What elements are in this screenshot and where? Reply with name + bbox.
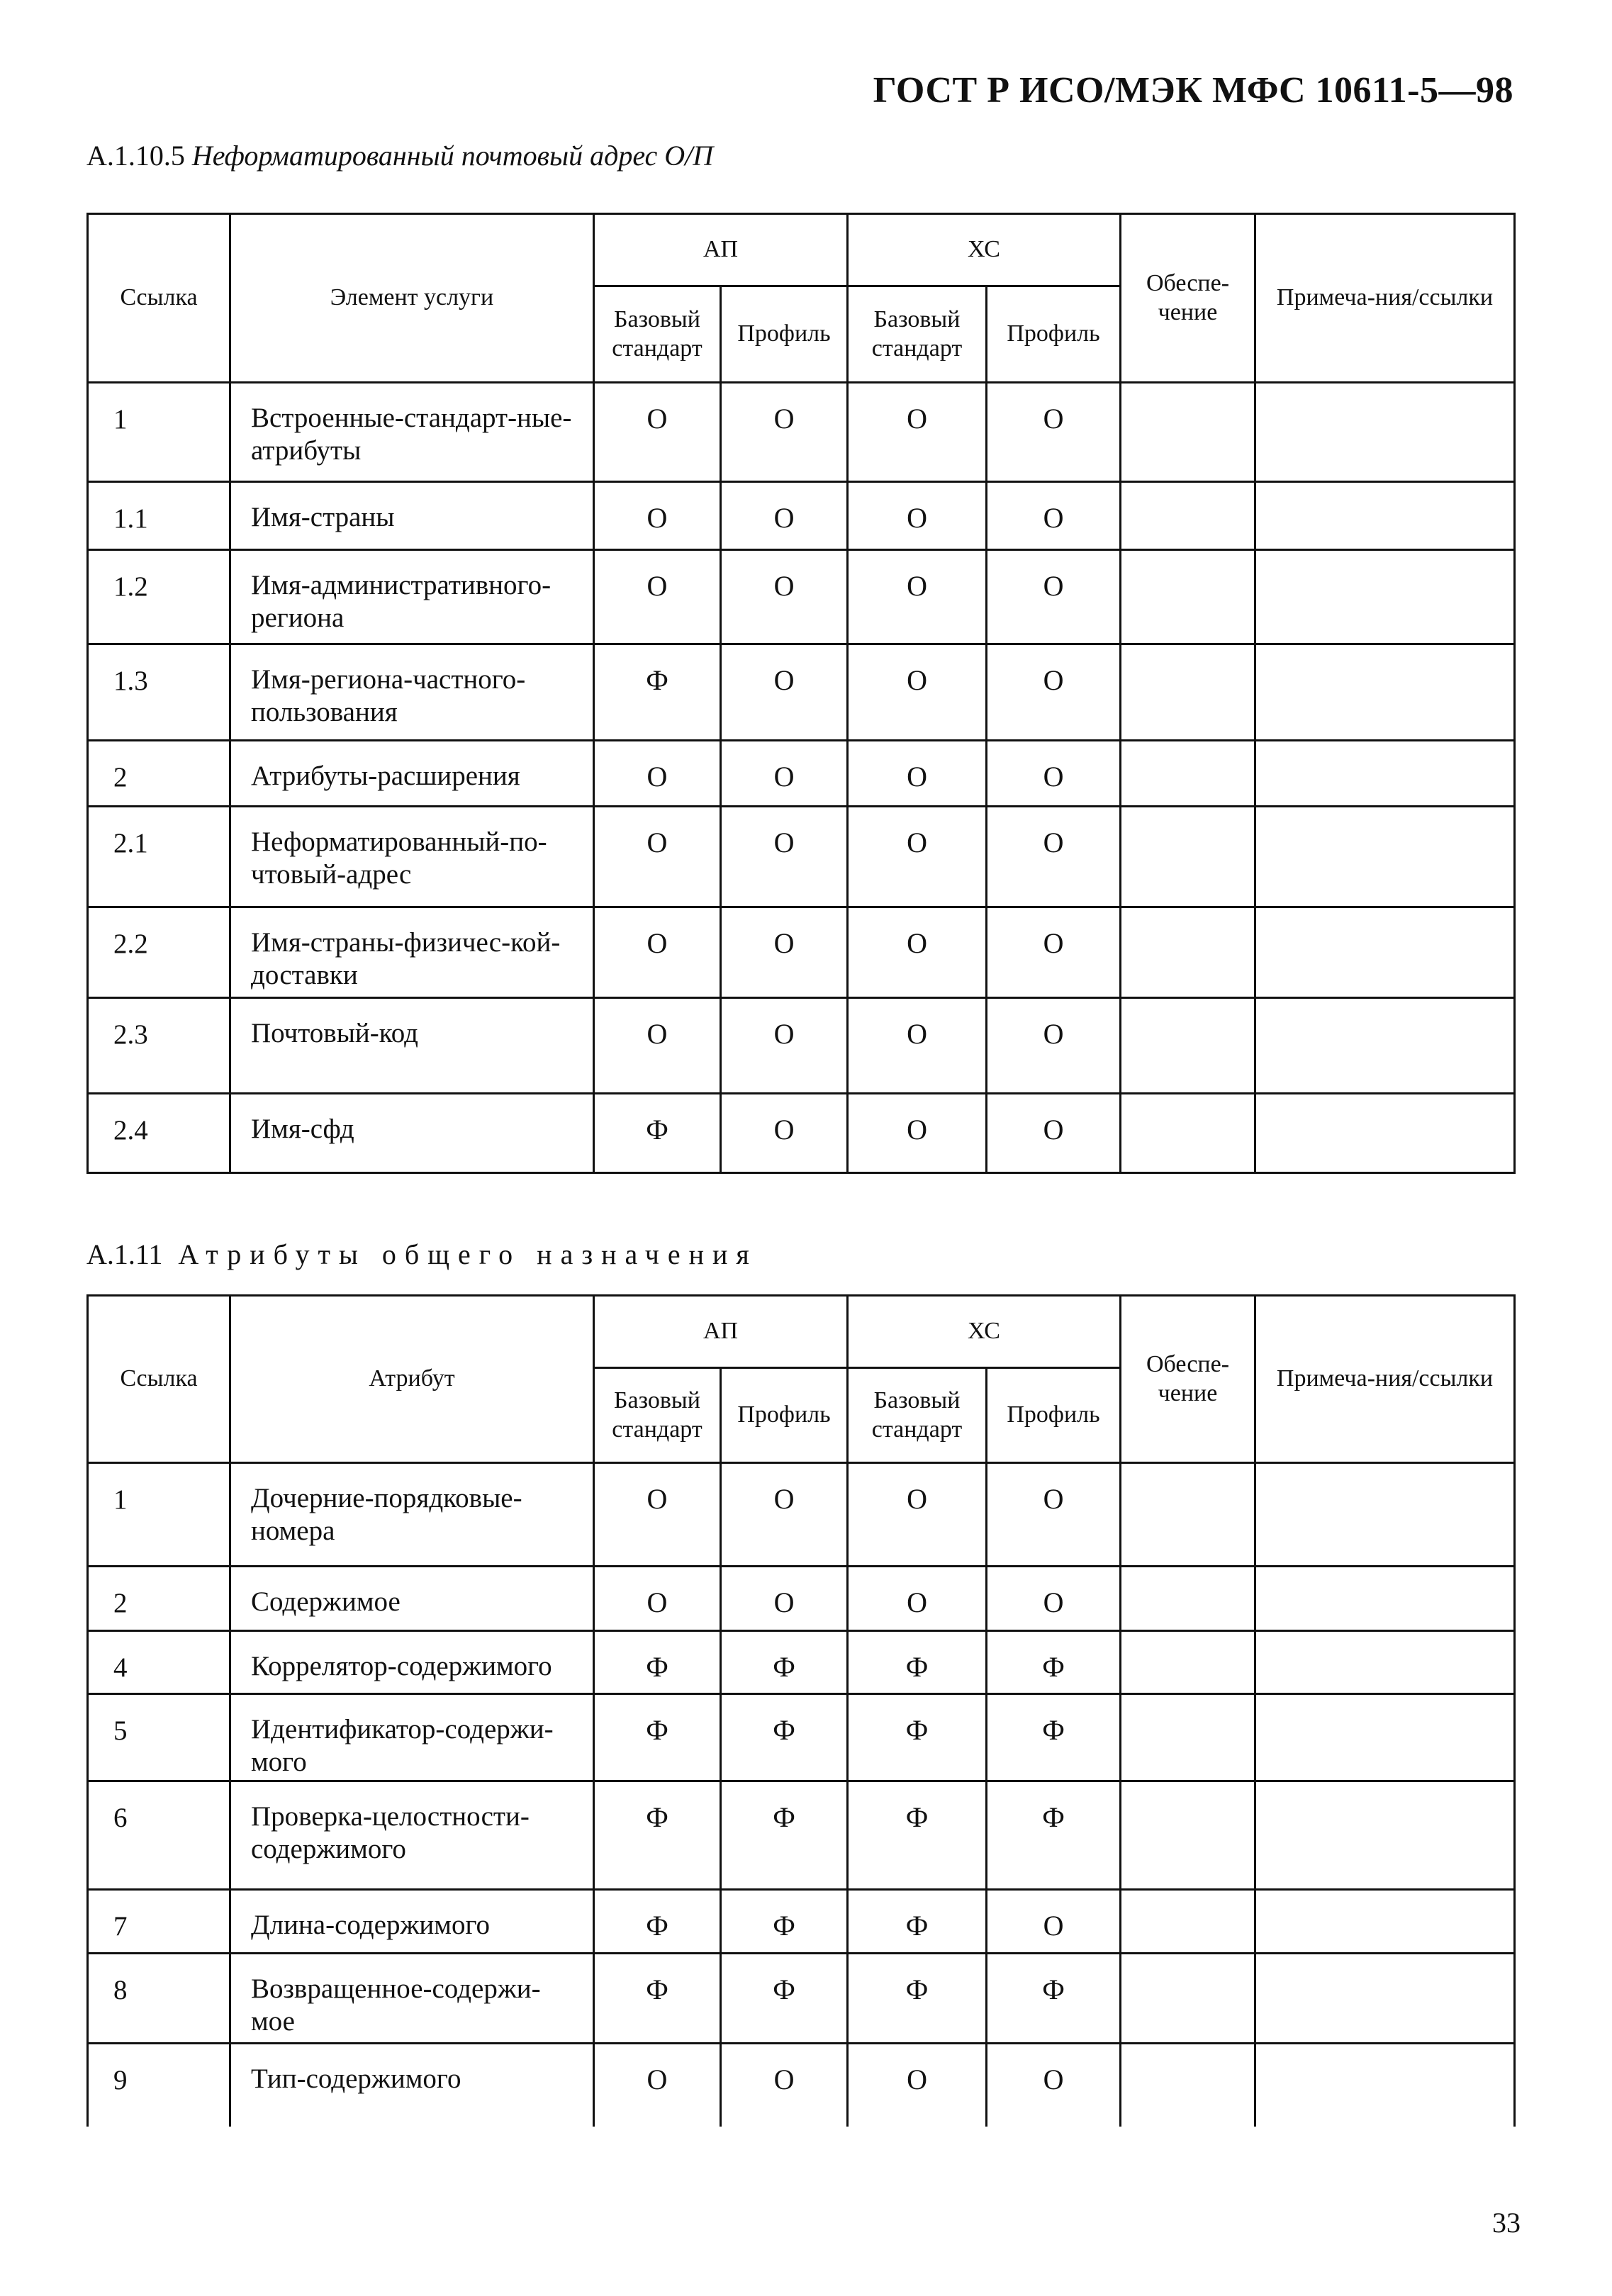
table-row xyxy=(88,1567,1515,1631)
element-cell: Имя-страны xyxy=(230,482,594,550)
notes-cell xyxy=(1255,741,1515,807)
ref-cell: 1 xyxy=(88,1463,230,1567)
ref-cell: 2.4 xyxy=(88,1094,230,1173)
column-header-ap: АП xyxy=(594,1296,848,1368)
xc-base-cell: О xyxy=(848,1567,987,1631)
ref-cell: 1.1 xyxy=(88,482,230,550)
element-cell: Имя-региона-частного-пользования xyxy=(230,644,594,741)
notes-cell xyxy=(1255,644,1515,741)
xc-profile-cell: Ф xyxy=(987,1631,1121,1694)
ap-profile-cell: О xyxy=(721,998,848,1094)
xc-profile-cell: О xyxy=(987,2044,1121,2127)
column-header-element: Элемент услуги xyxy=(230,214,594,383)
ap-base-cell: О xyxy=(594,807,721,907)
ap-base-cell: Ф xyxy=(594,644,721,741)
ref-cell: 2.3 xyxy=(88,998,230,1094)
ap-base-cell: О xyxy=(594,741,721,807)
section-title-1 xyxy=(86,139,713,172)
xc-base-cell: О xyxy=(848,907,987,998)
xc-base-cell: О xyxy=(848,998,987,1094)
column-header-notes: Примеча-ния/ссылки xyxy=(1255,214,1515,383)
support-cell xyxy=(1121,1631,1255,1694)
notes-cell xyxy=(1255,907,1515,998)
notes-cell xyxy=(1255,2044,1515,2127)
column-header-ref: Ссылка xyxy=(88,1296,230,1463)
support-cell xyxy=(1121,482,1255,550)
support-cell xyxy=(1121,1094,1255,1173)
ap-base-cell: Ф xyxy=(594,1094,721,1173)
table-row xyxy=(88,482,1515,550)
notes-cell xyxy=(1255,1463,1515,1567)
element-cell: Неформатированный-по-чтовый-адрес xyxy=(230,807,594,907)
document-header: ГОСТ Р ИСО/МЭК МФС 10611-5—98 xyxy=(873,70,1513,111)
ap-base-cell: О xyxy=(594,1463,721,1567)
xc-profile-cell: О xyxy=(987,383,1121,482)
column-header-xc-profile: Профиль xyxy=(987,1368,1121,1463)
support-cell xyxy=(1121,644,1255,741)
section-name: Атрибуты общего назначения xyxy=(178,1238,758,1270)
support-cell xyxy=(1121,2044,1255,2127)
element-cell: Атрибуты-расширения xyxy=(230,741,594,807)
table-row xyxy=(88,1694,1515,1781)
ap-profile-cell: Ф xyxy=(721,1890,848,1954)
ap-base-cell: О xyxy=(594,907,721,998)
notes-cell xyxy=(1255,383,1515,482)
attribute-cell: Длина-содержимого xyxy=(230,1890,594,1954)
ap-profile-cell: О xyxy=(721,644,848,741)
ap-profile-cell: Ф xyxy=(721,1954,848,2044)
ap-base-cell: Ф xyxy=(594,1694,721,1781)
xc-profile-cell: Ф xyxy=(987,1694,1121,1781)
xc-base-cell: О xyxy=(848,482,987,550)
ap-base-cell: О xyxy=(594,1567,721,1631)
ref-cell: 2.1 xyxy=(88,807,230,907)
column-header-attribute: Атрибут xyxy=(230,1296,594,1463)
column-header-ap-base: Базовый стандарт xyxy=(594,286,721,383)
element-cell: Имя-административного-региона xyxy=(230,550,594,644)
ap-base-cell: Ф xyxy=(594,1631,721,1694)
ap-profile-cell: О xyxy=(721,1094,848,1173)
section-number: А.1.10.5 xyxy=(86,140,185,172)
element-cell: Имя-страны-физичес-кой-доставки xyxy=(230,907,594,998)
ref-cell: 2 xyxy=(88,741,230,807)
table-row xyxy=(88,1781,1515,1890)
ap-profile-cell: О xyxy=(721,383,848,482)
attribute-cell: Возвращенное-содержи-мое xyxy=(230,1954,594,2044)
xc-profile-cell: Ф xyxy=(987,1781,1121,1890)
table-row xyxy=(88,1094,1515,1173)
table-row xyxy=(88,644,1515,741)
xc-profile-cell: О xyxy=(987,1890,1121,1954)
column-header-xc-base: Базовый стандарт xyxy=(848,286,987,383)
table-row xyxy=(88,2044,1515,2127)
notes-cell xyxy=(1255,998,1515,1094)
support-cell xyxy=(1121,1781,1255,1890)
ap-profile-cell: О xyxy=(721,550,848,644)
column-header-support: Обеспе-чение xyxy=(1121,214,1255,383)
table-row xyxy=(88,907,1515,998)
ap-profile-cell: Ф xyxy=(721,1781,848,1890)
xc-profile-cell: О xyxy=(987,1567,1121,1631)
column-header-ap-profile: Профиль xyxy=(721,286,848,383)
notes-cell xyxy=(1255,1694,1515,1781)
element-cell: Почтовый-код xyxy=(230,998,594,1094)
section-title-2 xyxy=(86,1238,758,1271)
table-row xyxy=(88,741,1515,807)
ap-profile-cell: Ф xyxy=(721,1631,848,1694)
column-header-notes: Примеча-ния/ссылки xyxy=(1255,1296,1515,1463)
column-header-ap: АП xyxy=(594,214,848,286)
xc-base-cell: О xyxy=(848,550,987,644)
support-cell xyxy=(1121,1463,1255,1567)
ref-cell: 7 xyxy=(88,1890,230,1954)
ap-base-cell: О xyxy=(594,383,721,482)
attribute-cell: Идентификатор-содержи-мого xyxy=(230,1694,594,1781)
xc-base-cell: О xyxy=(848,383,987,482)
ref-cell: 4 xyxy=(88,1631,230,1694)
xc-profile-cell: О xyxy=(987,482,1121,550)
notes-cell xyxy=(1255,1781,1515,1890)
xc-profile-cell: О xyxy=(987,1463,1121,1567)
ap-profile-cell: О xyxy=(721,482,848,550)
support-cell xyxy=(1121,1694,1255,1781)
ap-base-cell: О xyxy=(594,482,721,550)
support-cell xyxy=(1121,1567,1255,1631)
ap-base-cell: Ф xyxy=(594,1781,721,1890)
ref-cell: 1.3 xyxy=(88,644,230,741)
xc-base-cell: О xyxy=(848,741,987,807)
table-row xyxy=(88,998,1515,1094)
ap-base-cell: О xyxy=(594,2044,721,2127)
xc-profile-cell: О xyxy=(987,1094,1121,1173)
table-row xyxy=(88,550,1515,644)
xc-base-cell: Ф xyxy=(848,1890,987,1954)
ref-cell: 1.2 xyxy=(88,550,230,644)
support-cell xyxy=(1121,907,1255,998)
table-row xyxy=(88,1890,1515,1954)
ap-profile-cell: Ф xyxy=(721,1694,848,1781)
support-cell xyxy=(1121,998,1255,1094)
xc-base-cell: О xyxy=(848,1463,987,1567)
ref-cell: 2.2 xyxy=(88,907,230,998)
notes-cell xyxy=(1255,1567,1515,1631)
table-row xyxy=(88,1954,1515,2044)
xc-profile-cell: О xyxy=(987,907,1121,998)
column-header-xc-base: Базовый стандарт xyxy=(848,1368,987,1463)
attribute-cell: Коррелятор-содержимого xyxy=(230,1631,594,1694)
column-header-support: Обеспе-чение xyxy=(1121,1296,1255,1463)
element-cell: Встроенные-стандарт-ные-атрибуты xyxy=(230,383,594,482)
xc-base-cell: Ф xyxy=(848,1954,987,2044)
xc-base-cell: О xyxy=(848,807,987,907)
ref-cell: 1 xyxy=(88,383,230,482)
column-header-ap-base: Базовый стандарт xyxy=(594,1368,721,1463)
ref-cell: 9 xyxy=(88,2044,230,2127)
ap-profile-cell: О xyxy=(721,2044,848,2127)
element-cell: Имя-сфд xyxy=(230,1094,594,1173)
ref-cell: 5 xyxy=(88,1694,230,1781)
xc-base-cell: О xyxy=(848,2044,987,2127)
xc-profile-cell: О xyxy=(987,550,1121,644)
ap-profile-cell: О xyxy=(721,1567,848,1631)
support-cell xyxy=(1121,1890,1255,1954)
notes-cell xyxy=(1255,550,1515,644)
xc-base-cell: Ф xyxy=(848,1631,987,1694)
ref-cell: 8 xyxy=(88,1954,230,2044)
ap-base-cell: О xyxy=(594,998,721,1094)
ap-profile-cell: О xyxy=(721,741,848,807)
column-header-ref: Ссылка xyxy=(88,214,230,383)
table-row xyxy=(88,1631,1515,1694)
support-cell xyxy=(1121,1954,1255,2044)
table-row xyxy=(88,807,1515,907)
support-cell xyxy=(1121,550,1255,644)
notes-cell xyxy=(1255,1954,1515,2044)
xc-base-cell: О xyxy=(848,644,987,741)
table-row xyxy=(88,1463,1515,1567)
ref-cell: 6 xyxy=(88,1781,230,1890)
ap-base-cell: Ф xyxy=(594,1890,721,1954)
support-cell xyxy=(1121,807,1255,907)
ap-profile-cell: О xyxy=(721,1463,848,1567)
page-number: 33 xyxy=(1492,2207,1521,2239)
ap-base-cell: Ф xyxy=(594,1954,721,2044)
attribute-cell: Тип-содержимого xyxy=(230,2044,594,2127)
ap-base-cell: О xyxy=(594,550,721,644)
section-name: Неформатированный почтовый адрес О/П xyxy=(191,140,714,172)
xc-profile-cell: Ф xyxy=(987,1954,1121,2044)
xc-profile-cell: О xyxy=(987,741,1121,807)
column-header-ap-profile: Профиль xyxy=(721,1368,848,1463)
section-number: А.1.11 xyxy=(86,1238,163,1270)
xc-base-cell: Ф xyxy=(848,1781,987,1890)
notes-cell xyxy=(1255,807,1515,907)
xc-base-cell: О xyxy=(848,1094,987,1173)
column-header-xc: ХС xyxy=(848,1296,1121,1368)
ap-profile-cell: О xyxy=(721,807,848,907)
notes-cell xyxy=(1255,482,1515,550)
column-header-xc-profile: Профиль xyxy=(987,286,1121,383)
table-row xyxy=(88,383,1515,482)
notes-cell xyxy=(1255,1631,1515,1694)
support-cell xyxy=(1121,383,1255,482)
service-elements-table xyxy=(86,213,1516,1174)
attribute-cell: Дочерние-порядковые-номера xyxy=(230,1463,594,1567)
support-cell xyxy=(1121,741,1255,807)
attribute-cell: Проверка-целостности-содержимого xyxy=(230,1781,594,1890)
general-attributes-table xyxy=(86,1294,1516,2127)
xc-base-cell: Ф xyxy=(848,1694,987,1781)
attribute-cell: Содержимое xyxy=(230,1567,594,1631)
column-header-xc: ХС xyxy=(848,214,1121,286)
notes-cell xyxy=(1255,1890,1515,1954)
xc-profile-cell: О xyxy=(987,998,1121,1094)
ap-profile-cell: О xyxy=(721,907,848,998)
xc-profile-cell: О xyxy=(987,644,1121,741)
xc-profile-cell: О xyxy=(987,807,1121,907)
ref-cell: 2 xyxy=(88,1567,230,1631)
notes-cell xyxy=(1255,1094,1515,1173)
